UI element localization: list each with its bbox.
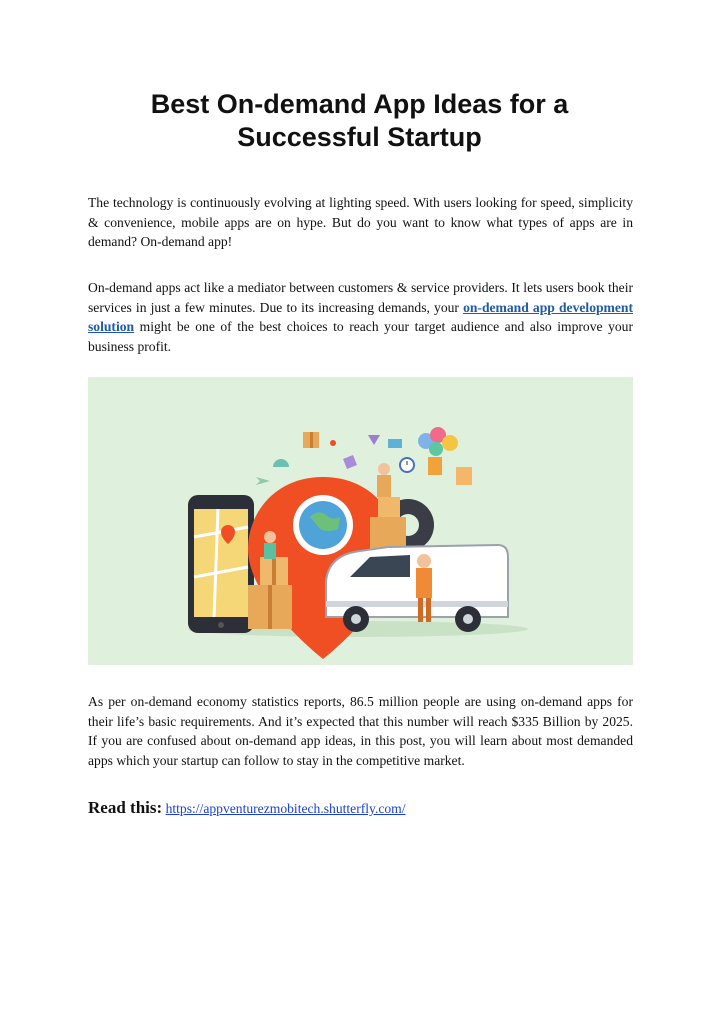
shopping-bag-icon: [456, 467, 472, 485]
statistics-paragraph: As per on-demand economy statistics reports, 86.5 million people are using on-demand apps for their life’s basic requirements. And it’s expected that this number will reach $335 Billion by 2025. If you are confused about on-demand app ideas, in this post, you will learn about most demanded apps which your startup can follow to stay in the competitive market.: [88, 694, 633, 768]
courier-top-figure: [377, 463, 391, 497]
read-this-link[interactable]: https://appventurezmobitech.shutterfly.com/: [165, 801, 406, 816]
intro-paragraph: The technology is continuously evolving at lighting speed. With users looking for speed, simplicity & convenience, mobile apps are on hype. But do you want to know what types of apps are in demand? On-demand app!: [88, 195, 633, 250]
on-demand-solution-link[interactable]: on-demand app development solution: [88, 299, 633, 335]
read-this-label: Read this:: [88, 798, 163, 817]
title-line-1: Best On-demand App Ideas for a: [150, 89, 569, 119]
clock-icon: [400, 458, 414, 472]
floating-dot-icon: [330, 440, 336, 446]
read-this-line: [88, 798, 406, 818]
title-line-2: Successful Startup: [237, 122, 482, 152]
para2-text-after: might be one of the best choices to reach your target audience and also improve your business profit.: [88, 319, 633, 354]
floating-card-icon: [388, 439, 402, 448]
page-title: [60, 88, 659, 154]
hero-illustration: [88, 377, 633, 665]
courier-left-figure: [264, 531, 276, 559]
mediator-paragraph: [88, 278, 633, 356]
floating-box-icon: [303, 432, 319, 448]
stacked-box-top-icon: [378, 497, 400, 517]
para2-text-before: On-demand apps act like a mediator between customers & service providers. It lets users book their services in just a few minutes. Due to its increasing demands, your: [88, 280, 633, 315]
phone-icon: [188, 495, 254, 633]
